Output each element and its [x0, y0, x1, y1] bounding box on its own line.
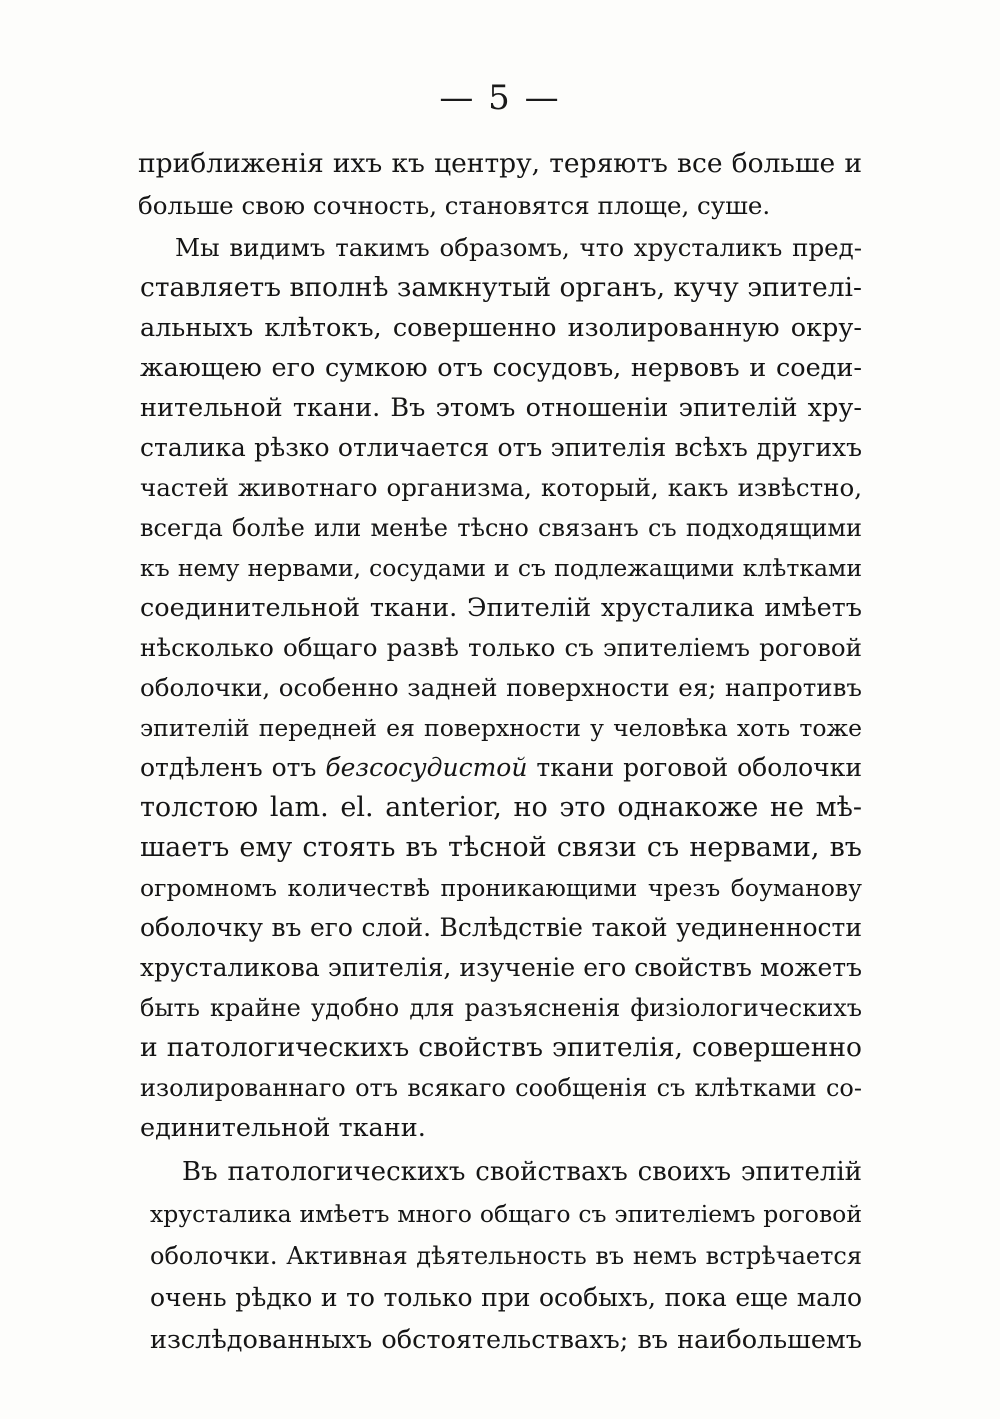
text-line: нительной ткани. Въ этомъ отношеніи эпителій хру-: [140, 393, 862, 423]
text-line: альныхъ клѣтокъ, совершенно изолированную окру-: [140, 313, 862, 343]
text-line: быть крайне удобно для разъясненія физіологическихъ: [140, 994, 862, 1022]
text-line: Мы видимъ такимъ образомъ, что хрусталикъ пред-: [175, 233, 862, 262]
text-line: эпителій передней ея поверхности у человѣка хоть тоже: [140, 714, 862, 742]
text-line: шаетъ ему стоять въ тѣсной связи съ нервами, въ: [140, 832, 862, 863]
text-line: частей животнаго организма, который, какъ извѣстно,: [140, 473, 862, 502]
text-segment: ткани роговой оболочки: [527, 753, 862, 782]
text-line: толстою lam. el. anterior, но это однакоже не мѣ-: [140, 792, 862, 823]
text-line: оболочку въ его слой. Вслѣдствіе такой уединенности: [140, 913, 862, 942]
text-line: приближенія ихъ къ центру, теряютъ все больше и: [138, 148, 862, 179]
text-line: ставляетъ вполнѣ замкнутый органъ, кучу эпителі-: [140, 272, 862, 303]
text-line: хрусталикова эпителія, изученіе его свойствъ можетъ: [140, 953, 862, 982]
italic-term: безсосудистой: [325, 753, 528, 782]
text-line: очень рѣдко и то только при особыхъ, пока еще мало: [150, 1283, 862, 1312]
text-line: всегда болѣе или менѣе тѣсно связанъ съ подходящими: [140, 514, 862, 542]
text-line: изслѣдованныхъ обстоятельствахъ; въ наибольшемъ: [150, 1325, 862, 1355]
text-line: хрусталика имѣетъ много общаго съ эпителіемъ роговой: [150, 1200, 862, 1228]
text-line: больше свою сочность, становятся площе, суше.: [138, 191, 771, 220]
text-line: единительной ткани.: [140, 1113, 426, 1143]
text-line: оболочки. Активная дѣятельность въ немъ встрѣчается: [150, 1242, 862, 1270]
text-line: нѣсколько общаго развѣ только съ эпителіемъ роговой: [140, 633, 862, 662]
text-line: и патологическихъ свойствъ эпителія, совершенно: [140, 1032, 862, 1063]
text-line: къ нему нервами, сосудами и съ подлежащими клѣтками: [140, 554, 862, 582]
page-number: — 5 —: [439, 78, 561, 118]
text-line: огромномъ количествѣ проникающими чрезъ боуманову: [140, 874, 862, 902]
text-line: жающею его сумкою отъ сосудовъ, нервовъ и соеди-: [140, 353, 862, 383]
text-line: сталика рѣзко отличается отъ эпителія всѣхъ другихъ: [140, 433, 862, 462]
text-line: оболочки, особенно задней поверхности ея; напротивъ: [140, 673, 862, 702]
text-line: Въ патологическихъ свойствахъ своихъ эпителій: [182, 1157, 862, 1187]
text-segment: отдѣленъ отъ: [140, 753, 326, 782]
text-line: соединительной ткани. Эпителій хрусталика имѣетъ: [140, 593, 862, 623]
text-line-with-italic: [140, 748, 862, 788]
text-line: изолированнаго отъ всякаго сообщенія съ клѣтками со-: [140, 1074, 862, 1102]
